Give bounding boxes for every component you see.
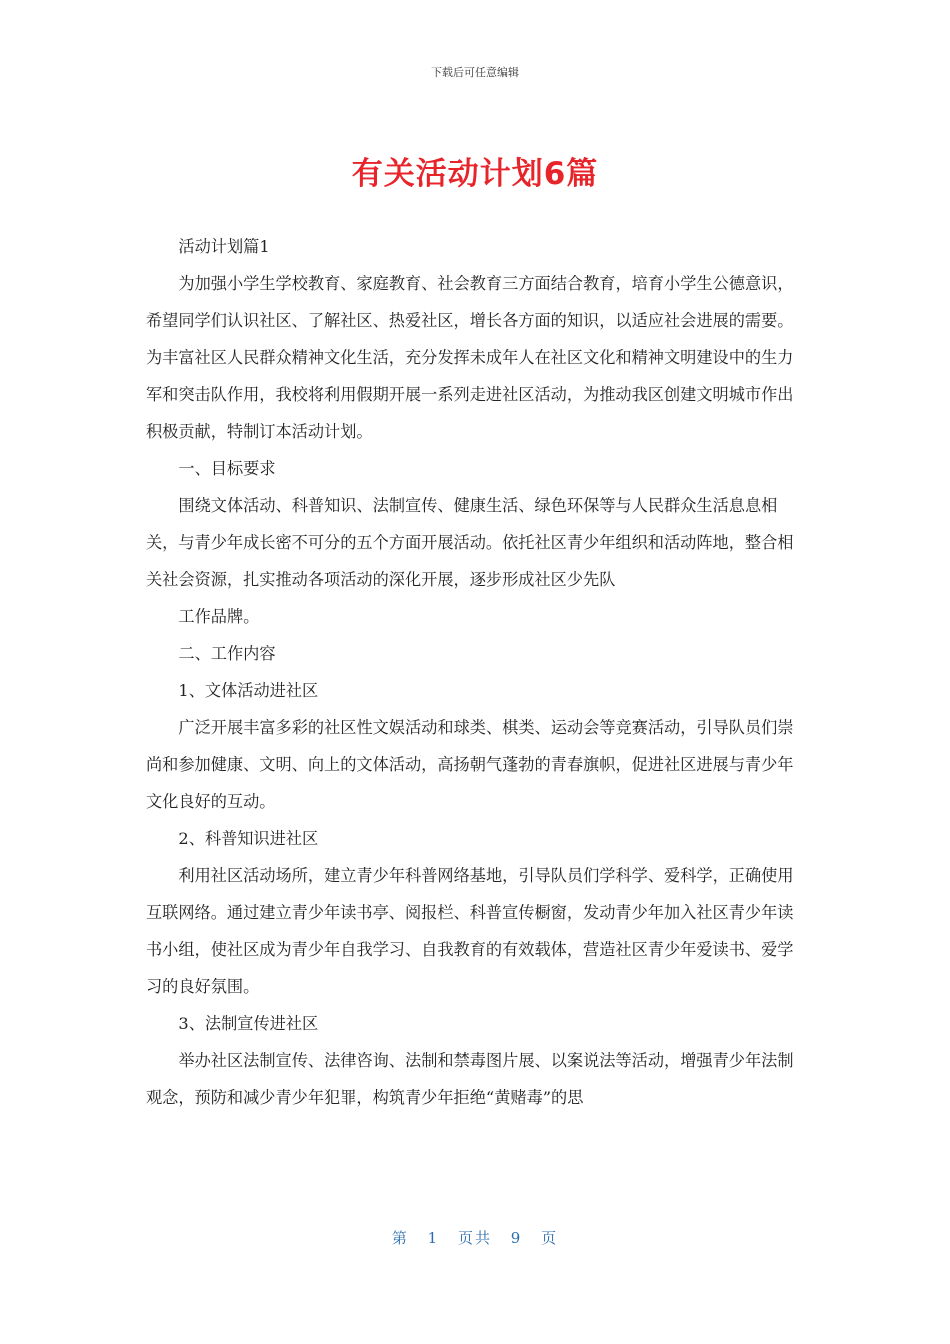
subsection-heading: 2、科普知识进社区 (178, 829, 319, 848)
footer-prefix: 第 (391, 1229, 409, 1247)
paragraph: 工作品牌。 (178, 607, 260, 626)
page-footer (0, 1227, 950, 1248)
paragraph: 举办社区法制宣传、法律咨询、法制和禁毒图片展、以案说法等活动，增强青少年法制观念，预防和减少青少年犯罪，构筑青少年拒绝“黄赌毒”的思 (146, 1051, 794, 1107)
document-title: 有关活动计划6篇 (351, 156, 599, 192)
total-page-count: 9 (510, 1229, 523, 1247)
section-heading: 一、目标要求 (178, 459, 276, 478)
paragraph: 广泛开展丰富多彩的社区性文娱活动和球类、棋类、运动会等竞赛活动，引导队员们崇尚和参加健康、文明、向上的文体活动，高扬朝气蓬勃的青春旗帜，促进社区进展与青少年文化良好的互动。 (146, 718, 794, 811)
footer-middle: 页共 (457, 1229, 492, 1247)
document-body (146, 228, 806, 1116)
header-note: 下载后可任意编辑 (431, 66, 519, 79)
paragraph: 为加强小学生学校教育、家庭教育、社会教育三方面结合教育，培育小学生公德意识，希望同学们认识社区、了解社区、热爱社区，增长各方面的知识，以适应社会进展的需要。为丰富社区人民群众精神文化生活，充分发挥未成年人在社区文化和精神文明建设中的生力军和突击队作用，我校将利用假期开展一系列走进社区活动，为推动我区创建文明城市作出积极贡献，特制订本活动计划。 (146, 274, 794, 441)
footer-suffix: 页 (541, 1229, 559, 1247)
section-heading: 二、工作内容 (178, 644, 276, 663)
paragraph: 围绕文体活动、科普知识、法制宣传、健康生活、绿色环保等与人民群众生活息息相关，与青少年成长密不可分的五个方面开展活动。依托社区青少年组织和活动阵地，整合相关社会资源，扎实推动各项活动的深化开展，逐步形成社区少先队 (146, 496, 794, 589)
section-heading: 活动计划篇1 (178, 237, 270, 256)
paragraph: 利用社区活动场所，建立青少年科普网络基地，引导队员们学科学、爱科学，正确使用互联网络。通过建立青少年读书亭、阅报栏、科普宣传橱窗，发动青少年加入社区青少年读书小组，使社区成为青少年自我学习、自我教育的有效载体，营造社区青少年爱读书、爱学习的良好氛围。 (146, 866, 794, 996)
current-page-number: 1 (427, 1229, 440, 1247)
subsection-heading: 1、文体活动进社区 (178, 681, 319, 700)
subsection-heading: 3、法制宣传进社区 (178, 1014, 319, 1033)
